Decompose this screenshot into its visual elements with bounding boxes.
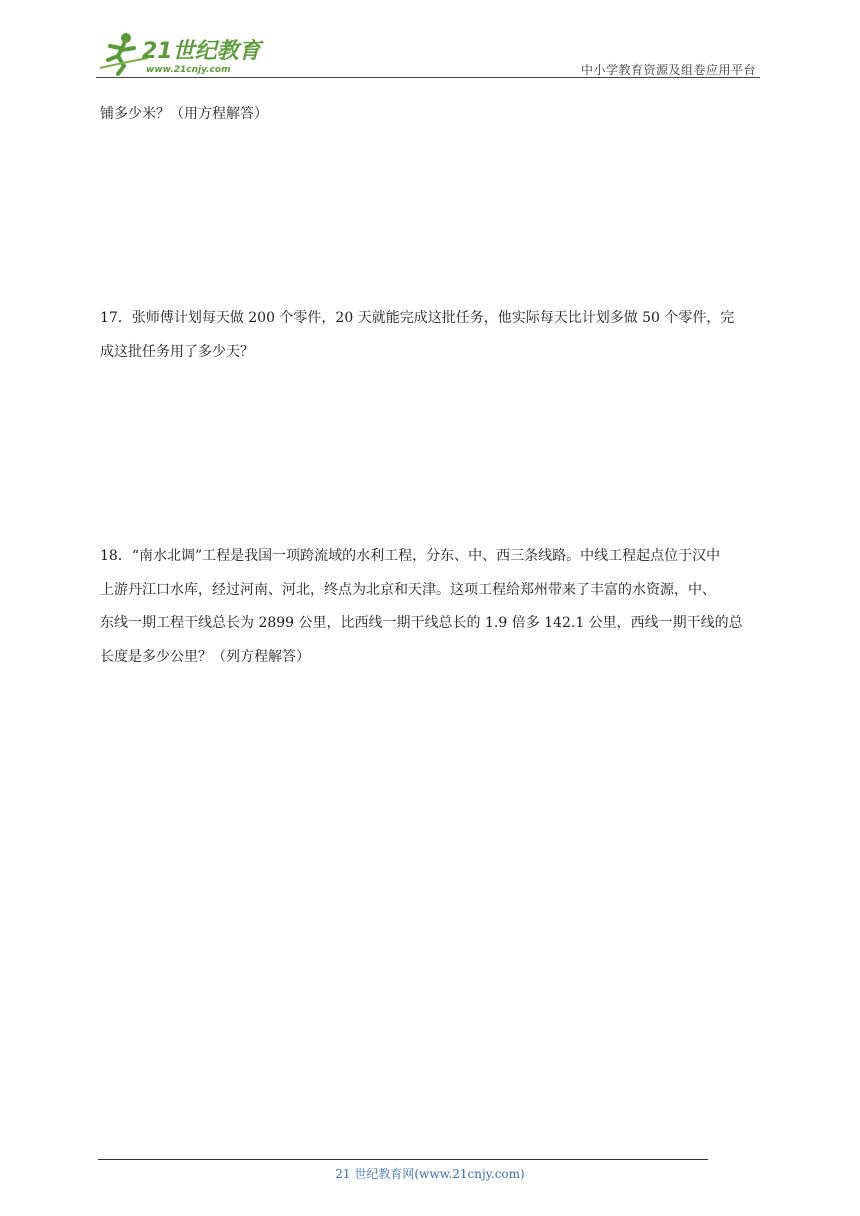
runner-icon <box>100 33 148 74</box>
header-divider <box>96 77 760 78</box>
page-header <box>96 28 760 78</box>
question-18-line-1: 18．“南水北调”工程是我国一项跨流域的水利工程，分东、中、西三条线路。中线工程起点位于汉中 <box>100 548 721 564</box>
logo <box>96 28 266 76</box>
logo-url: www.21cnjy.com <box>146 65 231 75</box>
footer-divider <box>98 1159 708 1160</box>
question-17-line-1: 17．张师傅计划每天做 200 个零件，20 天就能完成这批任务，他实际每天比计划多做 50 个零件，完 <box>100 310 735 326</box>
question-17-line-2: 成这批任务用了多少天？ <box>100 344 254 360</box>
question-18-line-2: 上游丹江口水库，经过河南、河北，终点为北京和天津。这项工程给郑州带来了丰富的水资源，中、 <box>100 582 716 598</box>
question-18-line-3: 东线一期工程干线总长为 2899 公里，比西线一期干线总长的 1.9 倍多 142.1 公里，西线一期干线的总 <box>100 615 743 631</box>
logo-text: 21世纪教育 <box>142 39 261 64</box>
question-16-tail: 铺多少米？（用方程解答） <box>100 106 268 122</box>
header-tagline: 中小学教育资源及组卷应用平台 <box>580 63 756 77</box>
question-18-line-4: 长度是多少公里？（列方程解答） <box>100 649 310 665</box>
footer-text[interactable]: 21 世纪教育网(www.21cnjy.com) <box>335 1167 525 1181</box>
